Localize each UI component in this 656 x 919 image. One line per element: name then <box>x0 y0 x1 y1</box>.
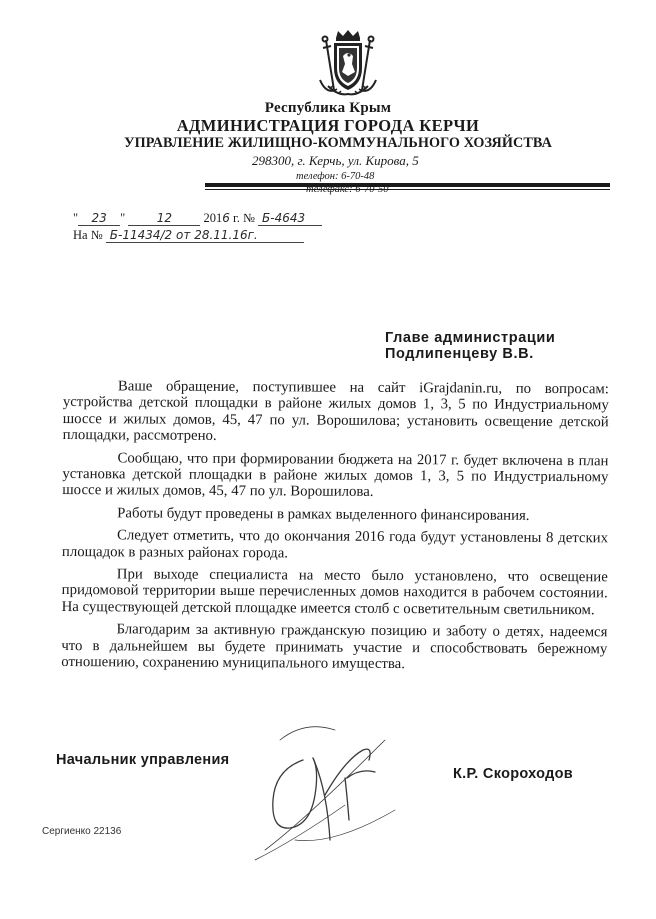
reply-label: На № <box>73 228 103 242</box>
body-paragraph: Благодарим за активную гражданскую позицию и заботу о детях, надеемся что в дальнейшем вы будете принимать участие и способствовать бережному отношению, сохранению муниципального имущества. <box>61 621 608 673</box>
date-year-prefix: 201 <box>203 211 223 225</box>
administration-name: АДМИНИСТРАЦИЯ ГОРОДА КЕРЧИ <box>176 116 480 135</box>
date-quote-close: " <box>120 211 126 225</box>
reply-value <box>106 228 304 243</box>
fax: телефакс: 6-70-50 <box>306 184 389 195</box>
signatory-position: Начальник управления <box>56 752 230 768</box>
letterhead-rule <box>205 183 610 187</box>
date-day: 23 <box>78 211 120 226</box>
body-paragraph: Следует отметить, что до окончания 2016 года будут установлены 8 детских площадок в разных районах города. <box>61 527 609 562</box>
outgoing-reference <box>73 211 322 226</box>
executor-note: Сергиенко 22136 <box>42 826 122 837</box>
republic-name: Республика Крым <box>264 100 392 116</box>
body-paragraph: При выходе специалиста на место было установлено, что освещение придомовой территории выше перечисленных домов находится в рабочем состоянии. На существующей детской площадке имеется столб с осветительным светильником. <box>61 566 608 619</box>
body-paragraph: Ваше обращение, поступившее на сайт iGrajdanin.ru, по вопросам: устройства детской площадки в районе жилых домов 1, 3, 5 по Индустриальному шоссе и жилых домов, 45, 47 по ул. Ворошилова; установить освещение детской площадки, рассмотрено. <box>62 378 609 445</box>
date-month: 12 <box>128 211 200 226</box>
reply-from-label: от <box>176 228 191 242</box>
body-paragraph: Работы будут проведены в рамках выделенного финансирования. <box>117 505 530 524</box>
signatory-name: К.Р. Скороходов <box>453 766 574 782</box>
date-quote-open: " <box>73 211 79 225</box>
reply-date: 28.11.16г. <box>194 228 258 242</box>
incoming-reference <box>73 228 304 243</box>
phone: телефон: 6-70-48 <box>296 171 375 182</box>
address: 298300, г. Керчь, ул. Кирова, 5 <box>252 153 419 168</box>
reply-number: Б-11434/2 <box>109 228 173 242</box>
addressee-name: Подлипенцеву В.В. <box>385 346 534 362</box>
city-coat-of-arms-icon <box>314 28 382 98</box>
year-label: г. <box>232 211 240 225</box>
handwritten-signature-icon <box>235 700 415 870</box>
addressee-title: Главе администрации <box>385 330 556 346</box>
letterhead-rule-thin <box>205 189 610 190</box>
letter-body <box>61 378 609 674</box>
number-label: № <box>242 211 255 225</box>
department-name: УПРАВЛЕНИЕ ЖИЛИЩНО-КОММУНАЛЬНОГО ХОЗЯЙСТВА <box>124 135 552 151</box>
body-paragraph: Сообщаю, что при формировании бюджета на 2017 г. будет включена в план установка детской площадки в районе жилых домов 1, 3, 5 по Индустриальному шоссе и жилых домов, 45, 47 по ул. Ворошилова. <box>62 449 609 501</box>
date-year-suffix: 6 <box>222 211 230 225</box>
outgoing-number: Б-4643 <box>258 211 322 226</box>
